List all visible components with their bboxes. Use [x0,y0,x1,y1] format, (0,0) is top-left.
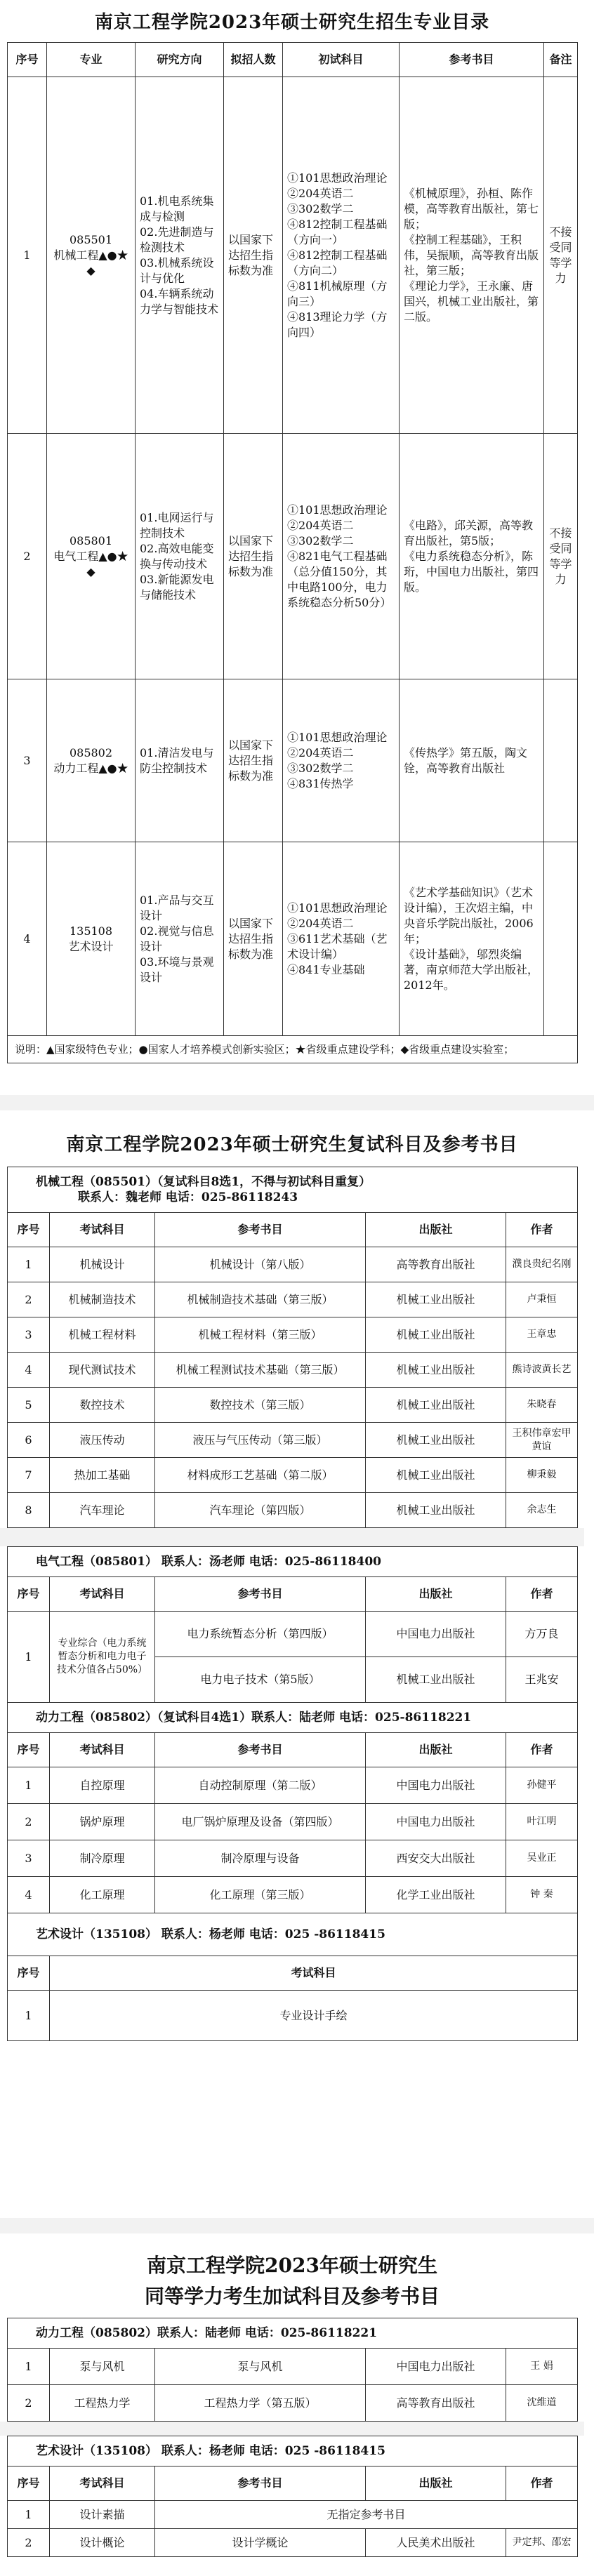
cell-publisher: 机械工业出版社 [366,1657,506,1703]
row-major [47,842,136,1036]
cell-author: 柳秉毅 [506,1458,578,1493]
major-code: 085501 [69,232,113,246]
major-name: 艺术设计 [68,939,114,953]
exam-item: ④812控制工程基础（方向二） [287,248,388,277]
row-directions [136,77,224,434]
col-book: 参考书目 [155,2467,366,2501]
cell-publisher: 西安交大出版社 [366,1840,506,1877]
power-header: 动力工程（085802）（复试科目4选1）联系人：陆老师 电话：025-86118221 [8,1703,578,1733]
exam-item: ①101思想政治理论 [287,503,388,517]
cell-no: 4 [8,1877,50,1913]
cell-book: 数控技术（第三版） [155,1388,366,1423]
col-direction: 研究方向 [136,43,224,77]
book-item: 《电力系统稳态分析》，陈珩，中国电力出版社，第四版。 [404,549,539,594]
cell-subject: 汽车理论 [50,1493,155,1528]
row-directions [136,679,224,842]
cell-author: 钟 秦 [506,1877,578,1913]
col-author: 作者 [506,1213,578,1247]
col-publisher: 出版社 [366,1733,506,1767]
cell-no: 3 [8,1840,50,1877]
table-row [8,2385,578,2422]
book-item: 《电路》，邱关源，高等教育出版社，第5版； [404,518,534,547]
cell-subject: 热加工基础 [50,1458,155,1493]
cell-subject: 机械工程材料 [50,1317,155,1353]
cell-publisher: 中国电力出版社 [366,1612,506,1657]
col-book: 参考书目 [155,1577,366,1612]
cell-book: 液压与气压传动（第三版） [155,1423,366,1458]
catalog-note: 说明：▲国家级特色专业；●国家人才培养模式创新实验区；★省级重点建设学科；◆省级重点建设实验室； [8,1036,578,1063]
cell-subject: 工程热力学 [50,2385,155,2422]
catalog-row [8,679,578,842]
cell-publisher: 机械工业出版社 [366,1458,506,1493]
art-column-row [8,1956,578,1991]
extra-art-header: 艺术设计（135108） 联系人：杨老师 电话：025 -86118415 [8,2436,578,2467]
cell-author: 孙健平 [506,1767,578,1804]
cell-book: 无指定参考书目 [155,2501,578,2529]
exam-item: ②204英语二 [287,186,354,200]
elec-table [7,1546,578,2041]
exam-item: ①101思想政治理论 [287,730,388,744]
retest-block [7,1123,577,2190]
cell-book: 机械制造技术基础（第三版） [155,1282,366,1317]
extra-art-table [7,2436,578,2557]
cell-author: 朱晓春 [506,1388,578,1423]
exam-item: ④831传热学 [287,776,354,790]
table-row [8,1767,578,1804]
cell-no: 1 [8,1767,50,1804]
cell-no: 2 [8,1282,50,1317]
row-exams [283,77,400,434]
extra-title-line1: 南京工程学院2023年硕士研究生 [147,2254,437,2277]
power-column-row [8,1733,578,1767]
exam-item: ①101思想政治理论 [287,171,388,185]
cell-book: 汽车理论（第四版） [155,1493,366,1528]
power-rows [8,1767,578,1913]
cell-publisher: 机械工业出版社 [366,1423,506,1458]
cell-publisher: 高等教育出版社 [366,1247,506,1282]
col-no: 序号 [8,2467,50,2501]
col-major: 专业 [47,43,136,77]
row-quota: 以国家下达招生指标数为准 [224,434,283,679]
row-major [47,77,136,434]
cell-author: 卢秉恒 [506,1282,578,1317]
cell-publisher: 人民美术出版社 [366,2529,506,2557]
table-row [8,1804,578,1840]
direction-item: 03.环境与景观设计 [140,955,214,984]
cell-subject: 专业设计手绘 [50,1991,578,2041]
table-row [8,1458,578,1493]
direction-item: 02.高效电能变换与传动技术 [140,541,214,571]
col-subject: 考试科目 [50,1956,578,1991]
row-directions [136,842,224,1036]
cell-no: 2 [8,1804,50,1840]
cell-publisher: 机械工业出版社 [366,1317,506,1353]
extra-power-header: 动力工程（085802）联系人：陆老师 电话：025-86118221 [8,2318,578,2349]
art-header: 艺术设计（135108） 联系人：杨老师 电话：025 -86118415 [8,1913,578,1956]
major-name: 动力工程▲●★ [53,761,128,775]
cell-publisher: 中国电力出版社 [366,2349,506,2385]
catalog-title: 南京工程学院2023年硕士研究生招生专业目录 [94,12,490,33]
row-books [400,77,544,434]
elec-header: 电气工程（085801） 联系人：汤老师 电话：025-86118400 [8,1547,578,1577]
row-no: 2 [8,434,47,679]
catalog-header-row [8,43,578,77]
row-books [400,679,544,842]
cell-publisher: 中国电力出版社 [366,1804,506,1840]
cell-subject: 数控技术 [50,1388,155,1423]
major-code: 085801 [69,533,113,547]
cell-author: 叶江明 [506,1804,578,1840]
col-publisher: 出版社 [366,2467,506,2501]
book-item: 《理论力学》，王永廉、唐国兴，机械工业出版社，第二版。 [404,279,539,324]
cell-book: 泵与风机 [155,2349,366,2385]
cell-author: 王 娟 [506,2349,578,2385]
exam-item: ④812控制工程基础（方向一） [287,217,388,246]
table-row [8,1247,578,1282]
col-author: 作者 [506,2467,578,2501]
direction-item: 04.车辆系统动力学与智能技术 [140,286,219,316]
table-row [8,2349,578,2385]
direction-item: 02.视觉与信息设计 [140,924,214,953]
col-subject: 考试科目 [50,1733,155,1767]
row-no: 4 [8,842,47,1036]
cell-publisher: 机械工业出版社 [366,1282,506,1317]
cell-subject: 设计概论 [50,2529,155,2557]
catalog-row [8,77,578,434]
cell-no: 5 [8,1388,50,1423]
row-remark [544,842,578,1036]
mech-rows [8,1247,578,1528]
direction-item: 01.机电系统集成与检测 [140,194,214,223]
table-row [8,1423,578,1458]
extra-title [7,2243,577,2312]
cell-author: 方万良 [506,1612,578,1657]
cell-subject: 化工原理 [50,1877,155,1913]
row-exams [283,679,400,842]
mech-column-row [8,1213,578,1247]
cell-no: 3 [8,1317,50,1353]
table-row [8,2501,578,2529]
cell-book: 材料成形工艺基础（第二版） [155,1458,366,1493]
catalog-row [8,842,578,1036]
major-code: 135108 [69,924,113,938]
cell-no: 1 [8,2349,50,2385]
extra-art-column-row [8,2467,578,2501]
col-no: 序号 [8,1577,50,1612]
col-publisher: 出版社 [366,1577,506,1612]
row-no: 3 [8,679,47,842]
cell-subject: 设计素描 [50,2501,155,2529]
cell-publisher: 机械工业出版社 [366,1493,506,1528]
cell-author: 吴业正 [506,1840,578,1877]
catalog-row [8,434,578,679]
exam-item: ③302数学二 [287,533,354,547]
mech-header-line1: 机械工程（085501）（复试科目8选1，不得与初试科目重复） [36,1175,371,1189]
cell-publisher: 化学工业出版社 [366,1877,506,1913]
section-gap [0,2422,584,2436]
exam-item: ④821电气工程基础（总分值150分，其中电路100分，电力系统稳态分析50分） [287,549,392,609]
col-remark: 备注 [544,43,578,77]
row-major [47,434,136,679]
book-item: 《艺术学基础知识》（艺术设计编），王次炤主编，中央音乐学院出版社，2006年； [404,885,534,945]
col-publisher: 出版社 [366,1213,506,1247]
cell-author: 王兆安 [506,1657,578,1703]
section-gap [0,1095,594,1110]
col-author: 作者 [506,1577,578,1612]
direction-item: 01.产品与交互设计 [140,893,214,922]
cell-subject: 专业综合（电力系统暂态分析和电力电子技术分值各占50%） [50,1612,155,1703]
cell-book: 机械设计（第八版） [155,1247,366,1282]
row-remark [544,679,578,842]
cell-book: 化工原理（第三版） [155,1877,366,1913]
cell-no: 1 [8,2501,50,2529]
row-books [400,842,544,1036]
cell-book: 制冷原理与设备 [155,1840,366,1877]
exam-item: ④841专业基础 [287,962,365,976]
section-gap [0,2218,594,2233]
cell-author: 王积伟章宏甲黄谊 [506,1423,578,1458]
exam-item: ④811机械原理（方向三） [287,279,388,308]
cell-author: 余志生 [506,1493,578,1528]
col-quota: 拟招人数 [224,43,283,77]
row-books [400,434,544,679]
col-no: 序号 [8,43,47,77]
cell-no: 8 [8,1493,50,1528]
row-quota: 以国家下达招生指标数为准 [224,679,283,842]
cell-author: 沈维道 [506,2385,578,2422]
catalog-block [7,3,577,1056]
table-row [8,1388,578,1423]
retest-title: 南京工程学院2023年硕士研究生复试科目及参考书目 [66,1134,518,1155]
cell-book: 电力系统暂态分析（第四版） [155,1612,366,1657]
direction-item: 01.电网运行与控制技术 [140,510,214,540]
major-code: 085802 [69,745,113,759]
row-quota: 以国家下达招生指标数为准 [224,77,283,434]
cell-no: 2 [8,2529,50,2557]
direction-item: 03.机械系统设计与优化 [140,255,214,285]
row-remark: 不接受同等学力 [544,434,578,679]
cell-no: 6 [8,1423,50,1458]
cell-subject: 机械设计 [50,1247,155,1282]
cell-no: 2 [8,2385,50,2422]
extra-title-line2: 同等学力考生加试科目及参考书目 [144,2285,440,2308]
exam-item: ②204英语二 [287,916,354,930]
elec-column-row [8,1577,578,1612]
table-row [8,1991,578,2041]
extra-block [7,2243,577,2573]
section-gap [0,1528,584,1546]
cell-publisher: 中国电力出版社 [366,1767,506,1804]
exam-item: ①101思想政治理论 [287,901,388,915]
table-row [8,1282,578,1317]
cell-subject: 锅炉原理 [50,1804,155,1840]
direction-item: 01.清洁发电与防尘控制技术 [140,745,214,775]
catalog-table [7,42,578,1063]
row-remark: 不接受同等学力 [544,77,578,434]
col-subject: 考试科目 [50,1213,155,1247]
col-book: 参考书目 [155,1213,366,1247]
mech-header [8,1167,578,1213]
exam-item: ②204英语二 [287,518,354,532]
cell-subject: 现代测试技术 [50,1353,155,1388]
exam-item: ③611艺术基础（艺术设计编） [287,931,388,961]
book-item: 《控制工程基础》，王积伟，吴振顺，高等教育出版社，第三版； [404,232,539,277]
cell-no: 1 [8,1247,50,1282]
book-item: 《设计基础》，邬烈炎编著，南京师范大学出版社，2012年。 [404,947,539,992]
catalog-note-row [8,1036,578,1063]
book-item: 《传热学》第五版，陶文铨，高等教育出版社 [404,745,528,775]
col-book: 参考书目 [155,1733,366,1767]
col-no: 序号 [8,1956,50,1991]
cell-subject: 液压传动 [50,1423,155,1458]
table-row [8,1317,578,1353]
row-exams [283,842,400,1036]
col-subject: 考试科目 [50,1577,155,1612]
col-no: 序号 [8,1213,50,1247]
cell-book: 机械工程测试技术基础（第三版） [155,1353,366,1388]
major-name: 机械工程▲●★◆ [53,248,128,277]
direction-item: 02.先进制造与检测技术 [140,225,214,254]
row-major [47,679,136,842]
cell-book: 自动控制原理（第二版） [155,1767,366,1804]
row-no: 1 [8,77,47,434]
col-books: 参考书目 [400,43,544,77]
table-row [8,1877,578,1913]
cell-author: 熊诗波黄长艺 [506,1353,578,1388]
exam-item: ④813理论力学（方向四） [287,310,388,339]
extra-power-table [7,2318,578,2422]
cell-no: 1 [8,1991,50,2041]
cell-subject: 制冷原理 [50,1840,155,1877]
cell-publisher: 机械工业出版社 [366,1353,506,1388]
table-row [8,1612,578,1657]
cell-subject: 自控原理 [50,1767,155,1804]
col-exam: 初试科目 [283,43,400,77]
mech-table [7,1167,578,1528]
mech-header-line2: 联系人：魏老师 电话：025-86118243 [78,1190,298,1204]
cell-no: 4 [8,1353,50,1388]
exam-item: ③302数学二 [287,201,354,215]
direction-item: 03.新能源发电与储能技术 [140,572,214,602]
cell-subject: 机械制造技术 [50,1282,155,1317]
exam-item: ③302数学二 [287,761,354,775]
major-name: 电气工程▲●★◆ [53,549,128,578]
book-item: 《机械原理》，孙桓、陈作模，高等教育出版社，第七版； [404,186,539,231]
col-author: 作者 [506,1733,578,1767]
extra-power-rows [8,2349,578,2422]
row-quota: 以国家下达招生指标数为准 [224,842,283,1036]
cell-book: 设计学概论 [155,2529,366,2557]
col-subject: 考试科目 [50,2467,155,2501]
table-row [8,2529,578,2557]
cell-author: 尹定邦、邵宏 [506,2529,578,2557]
cell-book: 电力电子技术（第5版） [155,1657,366,1703]
table-row [8,1840,578,1877]
cell-no: 7 [8,1458,50,1493]
cell-subject: 泵与风机 [50,2349,155,2385]
cell-book: 机械工程材料（第三版） [155,1317,366,1353]
cell-author: 濮良贵纪名刚 [506,1247,578,1282]
cell-publisher: 高等教育出版社 [366,2385,506,2422]
col-no: 序号 [8,1733,50,1767]
exam-item: ②204英语二 [287,745,354,759]
cell-book: 工程热力学（第五版） [155,2385,366,2422]
table-row [8,1353,578,1388]
cell-publisher: 机械工业出版社 [366,1388,506,1423]
row-exams [283,434,400,679]
cell-no: 1 [8,1612,50,1703]
row-directions [136,434,224,679]
cell-book: 电厂锅炉原理及设备（第四版） [155,1804,366,1840]
cell-author: 王章忠 [506,1317,578,1353]
table-row [8,1493,578,1528]
